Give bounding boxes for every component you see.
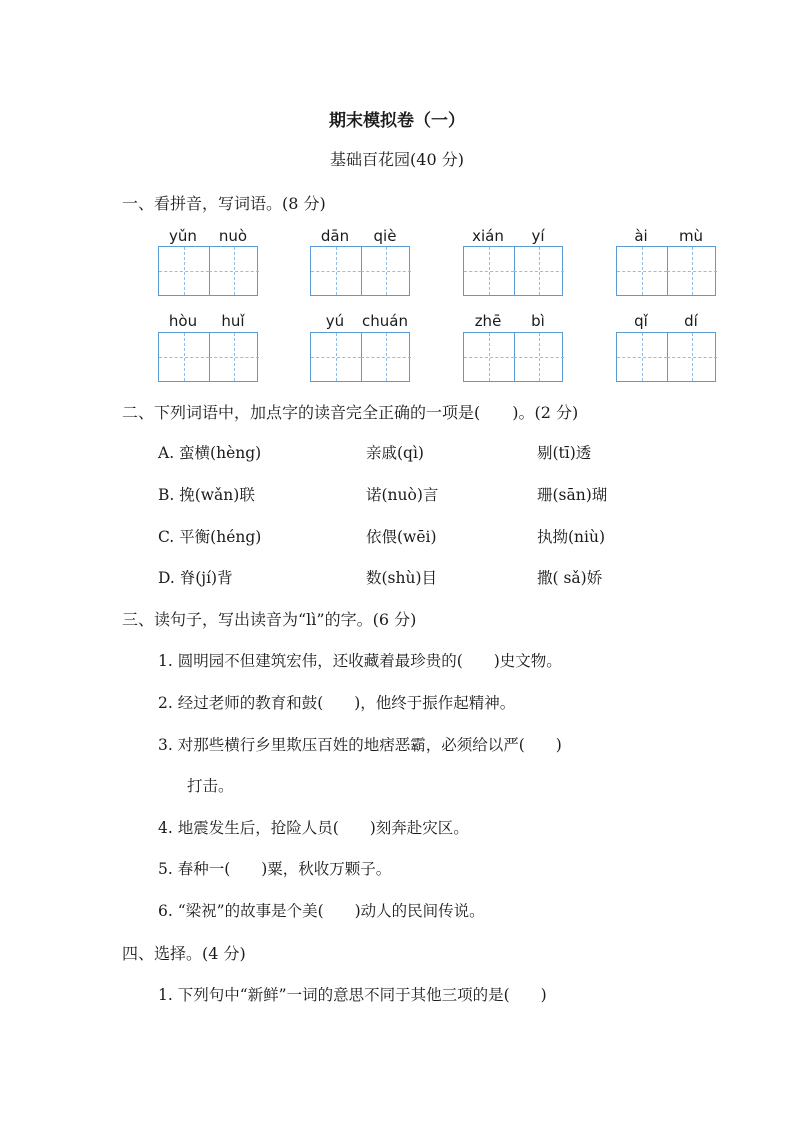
tian-grid-cell[interactable] <box>209 247 259 295</box>
grid-guide-horizontal <box>667 271 717 272</box>
pinyin-label: qiè <box>373 227 397 245</box>
pinyin-label: hòu <box>168 312 198 330</box>
tian-grid-cell[interactable] <box>617 247 668 295</box>
sentence-3-continued: 打击。 <box>187 777 234 795</box>
grid-guide-horizontal <box>617 357 667 358</box>
sentence-2: 2. 经过老师的教育和鼓( )，他终于振作起精神。 <box>158 694 516 712</box>
grid-guide-horizontal <box>209 357 259 358</box>
grid-guide-horizontal <box>159 357 209 358</box>
page-title: 期末模拟卷（一） <box>329 111 465 131</box>
option-c-3: 执拗(niù) <box>537 528 606 546</box>
sentence-6: 6. “梁祝”的故事是个美( )动人的民间传说。 <box>158 902 485 920</box>
section-4-heading: 四、选择。(4 分) <box>122 944 246 963</box>
section-1-heading: 一、看拼音，写词语。(8 分) <box>122 194 326 213</box>
option-d-3: 撒( sǎ)娇 <box>537 569 603 587</box>
grid-guide-horizontal <box>311 357 361 358</box>
pinyin-label: dān <box>320 227 350 245</box>
tian-grid-cell[interactable] <box>361 333 411 381</box>
grid-guide-horizontal <box>667 357 717 358</box>
writing-grid[interactable] <box>616 332 716 382</box>
page-subtitle: 基础百花园(40 分) <box>330 150 464 169</box>
pinyin-label: mù <box>678 227 704 245</box>
tian-grid-cell[interactable] <box>667 247 717 295</box>
tian-grid-cell[interactable] <box>667 333 717 381</box>
grid-guide-horizontal <box>209 271 259 272</box>
writing-grid[interactable] <box>158 332 258 382</box>
grid-guide-horizontal <box>361 357 411 358</box>
grid-guide-horizontal <box>464 271 514 272</box>
tian-grid-cell[interactable] <box>159 333 210 381</box>
tian-grid-cell[interactable] <box>514 247 564 295</box>
pinyin-label: qǐ <box>634 312 648 330</box>
sentence-4: 4. 地震发生后，抢险人员( )刻奔赴灾区。 <box>158 819 469 837</box>
pinyin-label: bì <box>531 312 545 330</box>
option-a-3: 剔(tī)透 <box>537 444 592 462</box>
choice-question-1: 1. 下列句中“新鲜”一词的意思不同于其他三项的是( ) <box>158 986 547 1004</box>
pinyin-label: yí <box>531 227 545 245</box>
writing-grid[interactable] <box>310 332 410 382</box>
option-b-1: B. 挽(wǎn)联 <box>158 486 255 504</box>
section-3-heading: 三、读句子，写出读音为“lì”的字。(6 分) <box>122 610 417 629</box>
pinyin-label: huǐ <box>221 312 245 330</box>
grid-guide-horizontal <box>617 271 667 272</box>
option-b-3: 珊(sān)瑚 <box>537 486 608 504</box>
option-d-2: 数(shù)目 <box>366 569 438 587</box>
pinyin-label: chuán <box>362 312 408 330</box>
tian-grid-cell[interactable] <box>361 247 411 295</box>
pinyin-label: dí <box>684 312 698 330</box>
tian-grid-cell[interactable] <box>514 333 564 381</box>
tian-grid-cell[interactable] <box>159 247 210 295</box>
pinyin-label: yú <box>325 312 345 330</box>
sentence-5: 5. 春种一( )粟，秋收万颗子。 <box>158 860 392 878</box>
grid-guide-horizontal <box>311 271 361 272</box>
grid-guide-horizontal <box>361 271 411 272</box>
option-c-1: C. 平衡(héng) <box>158 528 262 546</box>
tian-grid-cell[interactable] <box>311 333 362 381</box>
section-2-heading: 二、下列词语中，加点字的读音完全正确的一项是( )。(2 分) <box>122 403 579 422</box>
sentence-3: 3. 对那些横行乡里欺压百姓的地痞恶霸，必须给以严( ) <box>158 736 562 754</box>
option-a-2: 亲戚(qì) <box>366 444 424 462</box>
tian-grid-cell[interactable] <box>617 333 668 381</box>
option-a-1: A. 蛮横(hèng) <box>158 444 262 462</box>
pinyin-label: ài <box>634 227 648 245</box>
grid-guide-horizontal <box>514 271 564 272</box>
writing-grid[interactable] <box>310 246 410 296</box>
grid-guide-horizontal <box>159 271 209 272</box>
pinyin-label: zhē <box>474 312 502 330</box>
pinyin-label: yǔn <box>169 227 197 245</box>
option-b-2: 诺(nuò)言 <box>366 486 439 504</box>
option-d-1: D. 脊(jí)背 <box>158 569 233 587</box>
tian-grid-cell[interactable] <box>464 333 515 381</box>
writing-grid[interactable] <box>616 246 716 296</box>
grid-guide-horizontal <box>464 357 514 358</box>
tian-grid-cell[interactable] <box>209 333 259 381</box>
pinyin-label: nuò <box>218 227 248 245</box>
writing-grid[interactable] <box>158 246 258 296</box>
option-c-2: 依偎(wēi) <box>366 528 437 546</box>
tian-grid-cell[interactable] <box>464 247 515 295</box>
writing-grid[interactable] <box>463 246 563 296</box>
writing-grid[interactable] <box>463 332 563 382</box>
sentence-1: 1. 圆明园不但建筑宏伟，还收藏着最珍贵的( )史文物。 <box>158 652 562 670</box>
tian-grid-cell[interactable] <box>311 247 362 295</box>
pinyin-label: xián <box>472 227 504 245</box>
grid-guide-horizontal <box>514 357 564 358</box>
